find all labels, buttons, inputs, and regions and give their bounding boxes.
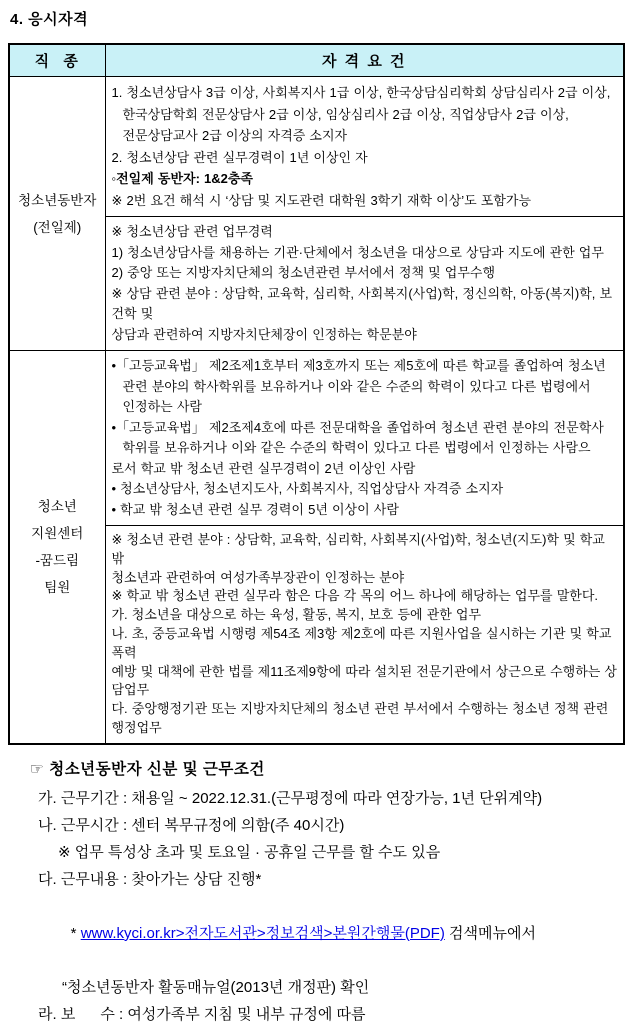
table-line: 로서 학교 밖 청소년 관련 실무경력이 2년 이상인 사람 (111, 460, 416, 476)
note-item-work-content: 다. 근무내용 : 찾아가는 상담 진행* (38, 870, 262, 888)
table-line: 가. 청소년을 대상으로 하는 육성, 활동, 복지, 보호 등에 관한 업무 (111, 607, 482, 623)
table-line: 1. 청소년상담사 3급 이상, 사회복지사 1급 이상, 한국상담심리학회 상담심리사 2급 이상, (111, 85, 611, 100)
note-item-manual-link (54, 893, 633, 974)
requirement-section-dream-main (105, 351, 624, 526)
table-line: • 청소년상담사, 청소년지도사, 사회복지사, 직업상담사 자격증 소지자 (111, 481, 504, 496)
table-line: 1) 청소년상담사를 채용하는 기관·단체에서 청소년을 대상으로 상담과 지도에 관한 업무 (111, 244, 604, 260)
table-line: 한국상담학회 전문상담사 2급 이상, 임상심리사 2급 이상, 직업상담사 2급 이상, (122, 106, 569, 122)
job-cell-support-center (9, 351, 105, 744)
job-line: -꿈드림 (35, 552, 80, 568)
asterisk-marker: * (70, 924, 81, 942)
qualification-table (8, 43, 625, 745)
requirement-section-companion-notes (105, 217, 624, 351)
table-line: 2. 청소년상담 관련 실무경력이 1년 이상인 자 (111, 149, 368, 165)
note-item-work-period: 가. 근무기간 : 채용일 ~ 2022.12.31.(근무평정에 따라 연장가능, 1년 단위계약) (38, 789, 543, 807)
table-line: 나. 초, 중등교육법 시행령 제54조 제3항 제2호에 따른 지원사업을 실시하는 기관 및 학교폭력 (111, 625, 612, 660)
table-header-row (9, 44, 624, 77)
table-line-fulltime-condition: ◦전일제 동반자: 1&2충족 (111, 171, 253, 186)
requirement-section-companion-main (105, 77, 624, 217)
table-line: ※ 청소년 관련 분야 : 상담학, 교육학, 심리학, 사회복지(사업)학, 청소년(지도)학 및 학교 밖 (111, 532, 609, 566)
table-line: 상담과 관련하여 지방자치단체장이 인정하는 학문분야 (111, 326, 417, 342)
table-line: •「고등교육법」 제2조제1호부터 제3호까지 또는 제5호에 따른 학교를 졸업하여 청소년 (111, 358, 606, 373)
table-row (9, 351, 624, 526)
job-line: 청소년 (37, 498, 77, 514)
notes-heading-label: 청소년동반자 신분 및 근무조건 (49, 760, 265, 778)
table-line: 학위를 보유하거나 이와 같은 수준의 학력이 있다고 다른 법령에서 인정하는 사람으 (122, 440, 591, 455)
table-row (9, 77, 624, 217)
note-item-manual: “청소년동반자 활동매뉴얼(2013년 개정판) 확인 (62, 978, 370, 996)
page-title: 4. 응시자격 (10, 11, 89, 28)
header-requirements: 자 격 요 건 (105, 44, 624, 77)
table-line: 2) 중앙 또는 지방자치단체의 청소년관련 부서에서 정책 및 업무수행 (111, 265, 496, 280)
work-conditions-section (0, 757, 633, 1028)
note-item-pay: 라. 보 수 : 여성가족부 지침 및 내부 규정에 따름 (38, 1005, 366, 1023)
table-line: •「고등교육법」 제2조제4호에 따른 전문대학을 졸업하여 청소년 관련 분야의 전문학사 (111, 419, 604, 435)
pointing-hand-icon: ☞ (30, 760, 45, 778)
note-item-overtime: ※ 업무 특성상 초과 및 토요일 · 공휴일 근무를 할 수도 있음 (58, 843, 441, 861)
table-line: ※ 2번 요건 해석 시 ‘상담 및 지도관련 대학원 3학기 재학 이상’도 포함가능 (111, 192, 532, 208)
table-line: 다. 중앙행정기관 또는 지방자치단체의 청소년 관련 부서에서 수행하는 청소년 정책 관련 행정업무 (111, 701, 613, 735)
header-job-type: 직 종 (9, 44, 105, 77)
notes-heading (30, 757, 633, 779)
table-line: 인정하는 사람 (122, 399, 202, 414)
job-line: 청소년동반자 (18, 192, 97, 208)
table-line: ※ 학교 밖 청소년 관련 실무라 함은 다음 각 목의 어느 하나에 해당하는 업무를 말한다. (111, 588, 598, 604)
table-line: 전문상담교사 2급 이상의 자격증 소지자 (122, 128, 348, 143)
requirement-section-dream-notes (105, 526, 624, 744)
job-cell-companion (9, 77, 105, 351)
table-line: ※ 청소년상담 관련 업무경력 (111, 224, 273, 239)
job-line: (전일제) (33, 219, 82, 235)
job-line: 지원센터 (31, 525, 84, 541)
job-line: 팀원 (44, 579, 71, 595)
table-line: 관련 분야의 학사학위를 보유하거나 이와 같은 수준의 학력이 있다고 다른 법령에서 (122, 378, 591, 394)
table-line: 예방 및 대책에 관한 법를 제11조제9항에 따라 설치된 전문기관에서 상근으로 수행하는 상담업무 (111, 663, 617, 698)
note-item-work-hours: 나. 근무시간 : 센터 복무규정에 의함(주 40시간) (38, 816, 345, 834)
table-line: 청소년과 관련하여 여성가족부장관이 인정하는 분야 (111, 569, 405, 585)
link-suffix-text: 검색메뉴에서 (444, 924, 536, 942)
table-line: • 학교 밖 청소년 관련 실무 경력이 5년 이상이 사람 (111, 501, 399, 517)
external-link[interactable]: www.kyci.or.kr>전자도서관>정보검색>본원간행물(PDF) (80, 924, 445, 942)
table-line: ※ 상담 관련 분야 : 상담학, 교육학, 심리학, 사회복지(사업)학, 정신의학, 아동(복지)학, 보건학 및 (111, 285, 613, 321)
